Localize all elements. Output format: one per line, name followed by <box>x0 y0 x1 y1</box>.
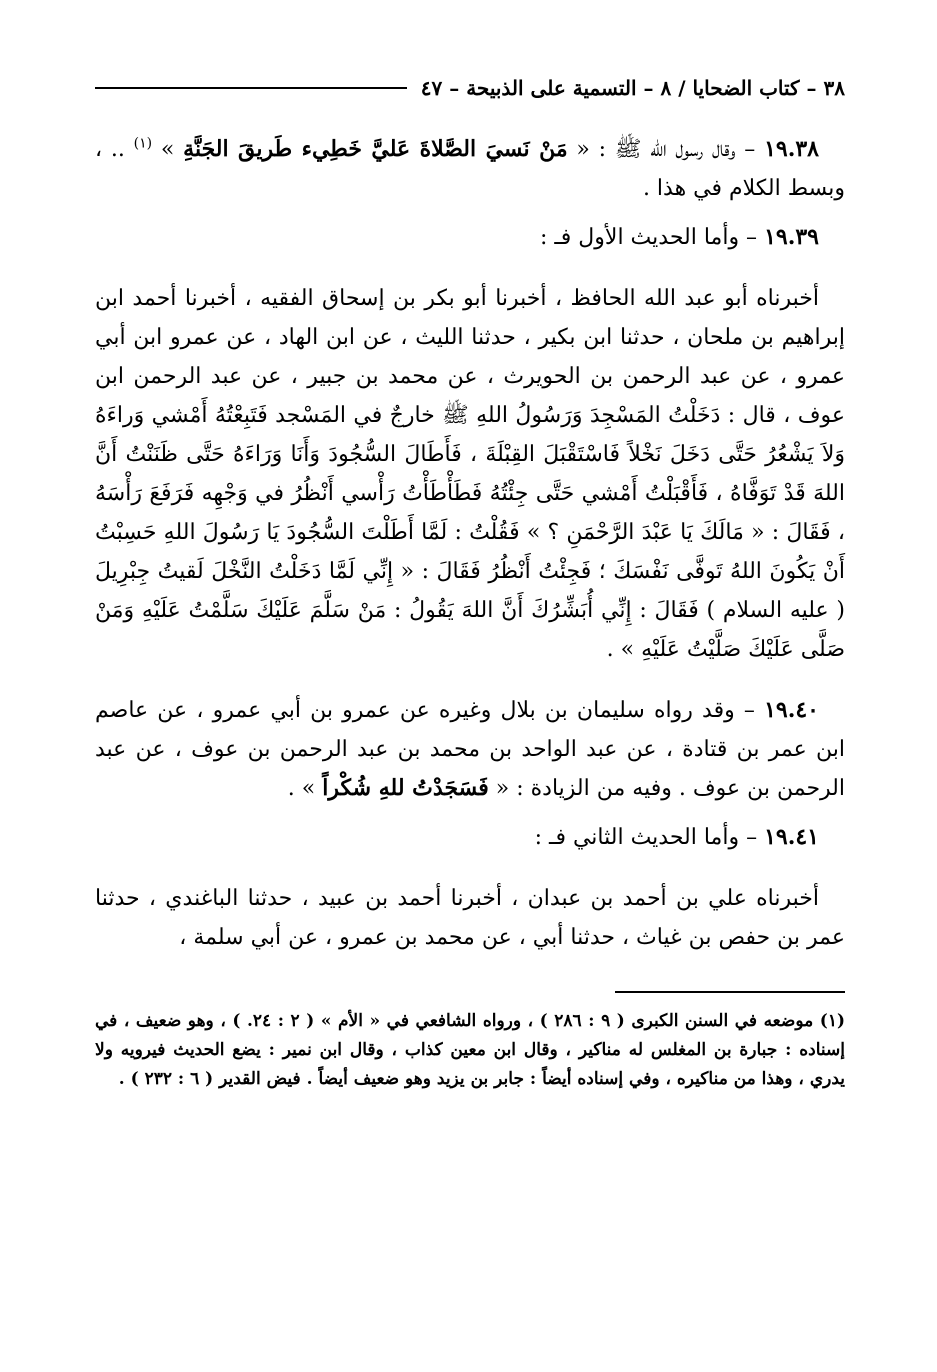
paragraph-text: » <box>152 137 184 162</box>
paragraph-text: أخبرناه علي بن أحمد بن عبدان ، أخبرنا أحمد بن عبيد ، حدثنا الباغندي ، حدثنا عمر بن حفص بن غياث ، حدثنا أبي ، عن محمد بن عمرو ، عن أبي سلمة ، <box>95 886 845 950</box>
paragraph-text: – وقال رسول الله ﷺ : « <box>567 137 765 162</box>
paragraph-text: – وأما الحديث الأول فـ : <box>539 225 765 250</box>
footnote-reference: (١) <box>133 135 153 152</box>
paragraph-number: ١٩.٤١ <box>764 824 819 850</box>
paragraph-number: ١٩.٤٠ <box>764 697 819 723</box>
paragraph-19-40 <box>95 691 845 808</box>
running-header <box>95 70 845 106</box>
isnad-paragraph-2 <box>95 879 845 957</box>
paragraph-text: – وأما الحديث الثاني فـ : <box>534 825 765 850</box>
footnotes <box>95 1007 845 1094</box>
paragraph-19-38 <box>95 130 845 208</box>
paragraph-number: ١٩.٣٨ <box>764 136 820 162</box>
paragraph-text: .. ، وبسط الكلام في هذا . <box>95 137 845 201</box>
isnad-paragraph-1 <box>95 279 845 669</box>
hadith-quote: فَسَجَدْتُ للهِ شُكْراً <box>322 775 489 801</box>
header-rule <box>95 87 407 89</box>
paragraph-19-41 <box>95 818 845 857</box>
book-page <box>95 70 845 1330</box>
footnote-divider <box>615 991 845 993</box>
hadith-quote: مَنْ نَسيَ الصَّلاةَ عَليَّ خَطِيء طَريقَ الجَنَّةِ <box>183 136 568 162</box>
paragraph-19-39 <box>95 218 845 257</box>
paragraph-number: ١٩.٣٩ <box>764 224 819 250</box>
paragraph-text: – وقد رواه سليمان بن بلال وغيره عن عمرو بن أبي عمرو ، عن عاصم ابن عمر بن قتادة ، عن عبد الواحد بن محمد بن عبد الرحمن بن عوف ، عن عبد الرحمن بن عوف . وفيه من الزيادة : « <box>95 698 845 801</box>
footnote-1: (١) موضعه في السنن الكبرى ( ٩ : ٢٨٦ ) ، ورواه الشافعي في « الأم » ( ٢ : ٢٤. ) ، وهو ضعيف ، في إسناده : جبارة بن المغلس له مناكير ، وقال ابن معين كذاب ، وقال ابن نمير : يضع الحديث فيرويه ولا يدري ، وهذا من مناكيره ، وفي إسناده أيضاً : جابر بن يزيد وهو ضعيف أيضاً . فيض القدير ( ٦ : ٢٣٢ ) . <box>95 1011 845 1089</box>
running-header-title: ٣٨ – كتاب الضحايا / ٨ – التسمية على الذبيحة – ٤٧ <box>420 76 845 100</box>
main-text <box>95 130 845 957</box>
paragraph-text: » . <box>287 776 323 801</box>
paragraph-text: أخبرناه أبو عبد الله الحافظ ، أخبرنا أبو بكر بن إسحاق الفقيه ، أخبرنا أحمد ابن إبراهيم بن ملحان ، حدثنا ابن بكير ، حدثنا الليث ، عن ابن الهاد ، عن عمرو ابن أبي عمرو ، عن عبد الرحمن بن الحويرث ، عن محمد بن جبير ، عن عبد الرحمن ابن عوف ، قال : دَخَلْتُ المَسْجِدَ وَرَسُولُ اللهِ ﷺ خارجٌ في المَسْجد فَتَبِعْتُهُ أَمْشي وَراءَهُ وَلاَ يَشْعُرُ حَتَّى دَخَلَ نَخْلاً فَاسْتَقْبَلَ القِبْلَةَ ، فَأَطَالَ السُّجُودَ وَأَنَا وَرَاءَهُ حَتَّى ظَنَنْتُ أَنَّ اللهَ قَدْ تَوَفَّاهُ ، فَأَقْبَلْتُ أَمْشي حَتَّى جِئْتُهُ فَطَأْطَأْتُ رَأْسي أَنْظُرُ في وَجْهِه فَرَفَعَ رَأْسَهُ ، فَقَالَ : « مَالَكَ يَا عَبْدَ الرَّحْمَنِ ؟ » فَقُلْتُ : لَمَّا أَطَلْتَ السُّجُودَ يَا رَسُولَ اللهِ حَسِبْتُ أَنْ يَكُونَ اللهُ تَوفَّى نَفْسَكَ ؛ فَجِئْتُ أَنْظُرُ فَقَالَ : « إِنِّي لَمَّا دَخَلْتُ النَّخْلَ لَقيتُ جِبْرِيلَ ( عليه السلام ) فَقَالَ : إِنِّي أُبَشِّرُكَ أَنَّ اللهَ يَقُولُ : مَنْ سَلَّمَ عَلَيْكَ سَلَّمْتُ عَلَيْهِ وَمَنْ صَلَّى عَلَيْكَ صَلَّيْتُ عَلَيْهِ » . <box>95 286 845 662</box>
